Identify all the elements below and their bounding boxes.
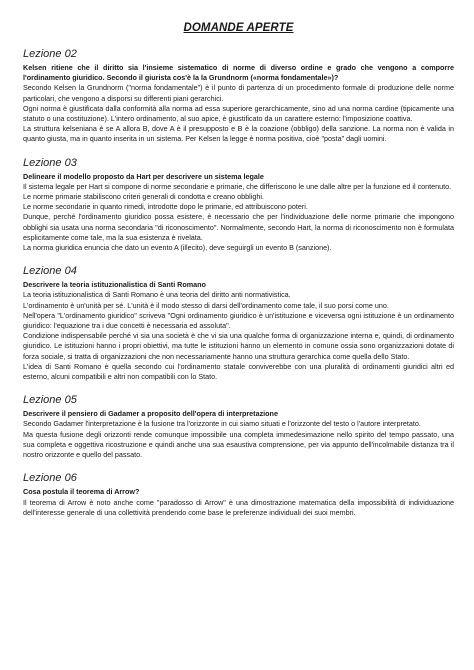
answer-paragraph: Ma questa fusione degli orizzonti rende comunque impossibile una completa immedesimazione nello spirito del tempo passato, una sua completa e oggettiva ricostruzione e quindi anche una sua esaustiva comprensione, per via appunto dell'incolmabile distanza tra il nostro orizzonte e quello del passato. <box>23 429 454 460</box>
lesson-section <box>23 394 454 460</box>
document-title: DOMANDE APERTE <box>183 22 294 34</box>
lesson-heading: Lezione 05 <box>23 394 77 407</box>
lesson-heading: Lezione 02 <box>23 48 77 60</box>
answer-paragraph: Secondo Kelsen la Grundnorm ("norma fondamentale") è il punto di partenza di un procedimento formale di produzione delle norme particolari, che vengono a disporsi su differenti piani gerarchici. <box>23 83 454 103</box>
question-text: Delineare il modello proposto da Hart per descrivere un sistema legale <box>23 171 264 181</box>
answer-paragraph: Condizione indispensabile perché vi sia una società è che vi sia una qualche forma di organizzazione interna e, quindi, di ordinamento giuridico. Le istituzioni hanno i propri obiettivi, ma tutte le istituzioni hanno un elemento in comune ossia sono organizzazioni dotate di forza sociale, si tratta di organizzazioni che non necessariamente hanno una struttura gerarchica come quella dello Stato. <box>23 331 454 361</box>
answer-paragraph: Le norme primarie stabiliscono criteri generali di condotta e creano obblighi. <box>23 192 264 202</box>
lesson-section <box>23 157 454 254</box>
answer-paragraph: Nell'opera "L'ordinamento giuridico" scriveva "Ogni ordinamento giuridico è un'istituzione e viceversa ogni istituzione è un ordinamento giuridico: l'equazione tra i due concetti è necessaria ed assoluta". <box>23 310 454 331</box>
lesson-heading: Lezione 06 <box>23 472 77 485</box>
answer-paragraph: Le norme secondarie in quanto rimedi, introdotte dopo le primarie, ed attribuiscono poteri. <box>23 202 308 212</box>
question-text: Cosa postula il teorema di Arrow? <box>23 487 140 497</box>
answer-paragraph: Dunque, perché l'ordinamento giuridico possa esistere, è necessario che per l'individuazione delle norme primarie che impongono obblighi sia usata una norma secondaria "di riconoscimento". Normalmente, secondo Hart, la norma di riconoscimento non è formulata esplicitamente come tale, ma la sua esistenza è rivelata. <box>23 212 454 242</box>
lesson-section <box>23 265 454 382</box>
answer-paragraph: La struttura kelseniana è se A allora B, dove A è il presupposto e B è la coazione (obbligo) della sanzione. La norma non è valida in quanto giusta, ma in quanto inserita in un sistema. Per Kelsen la legge è norma positiva, cioè "posta" dagli uomini. <box>23 124 454 144</box>
answer-paragraph: Il teorema di Arrow è noto anche come "paradosso di Arrow" è una dimostrazione matematica della impossibilità di individuazione dell'interesse generale di una collettività prendendo come base le preferenze individuali dei suoi membri. <box>23 497 454 517</box>
answer-paragraph: L'ordinamento è un'unità per sé. L'unità è il modo stesso di darsi dell'ordinamento come tale, il suo porsi come uno. <box>23 300 389 310</box>
lesson-heading: Lezione 03 <box>23 156 77 169</box>
answer-paragraph: Il sistema legale per Hart si compone di norme secondarie e primarie, che differiscono le une dalle altre per la funzione ed il contenuto. <box>23 181 452 191</box>
lesson-section <box>23 472 454 518</box>
question-text: Kelsen ritiene che il diritto sia l'insieme sistematico di norme di diverso ordine e grado che vengono a comporre l'ordinamento giuridico. Secondo il giurista cos'è la la Grundnorm («norma fondamentale»)? <box>23 63 454 83</box>
answer-paragraph: L'idea di Santi Romano è quella secondo cui l'ordinamento statale conviverebbe con una pluralità di ordinamenti giuridici altri ed esterno, alcuni compatibili e altri non compatibili con lo Stato. <box>23 361 454 382</box>
answer-paragraph: La norma giuridica enuncia che dato un evento A (illecito), deve seguirgli un evento B (sanzione). <box>23 243 332 253</box>
answer-paragraph: Secondo Gadamer l'interpretazione è la fusione tra l'orizzonte in cui siamo situati e l'orizzonte del testo o l'autore interpretato. <box>23 419 421 429</box>
answer-paragraph: Ogni norma è giustificata dalla conformità alla norma ad essa superiore gerarchicamente, sino ad una norma cardine (tipicamente una statuto o una costituzione). L'intero ordinamento, al suo apice, è giustificato da un carattere esterno: l'imposizione coattiva. <box>23 103 454 124</box>
lesson-heading: Lezione 04 <box>23 265 77 278</box>
answer-paragraph: La teoria istituzionalistica di Santi Romano è una teoria del diritto anti normativistica. <box>23 290 291 300</box>
question-text: Descrivere il pensiero di Gadamer a proposito dell'opera di interpretazione <box>23 409 278 419</box>
question-text: Descrivere la teoria istituzionalistica di Santi Romano <box>23 280 206 290</box>
lesson-section <box>23 48 454 145</box>
